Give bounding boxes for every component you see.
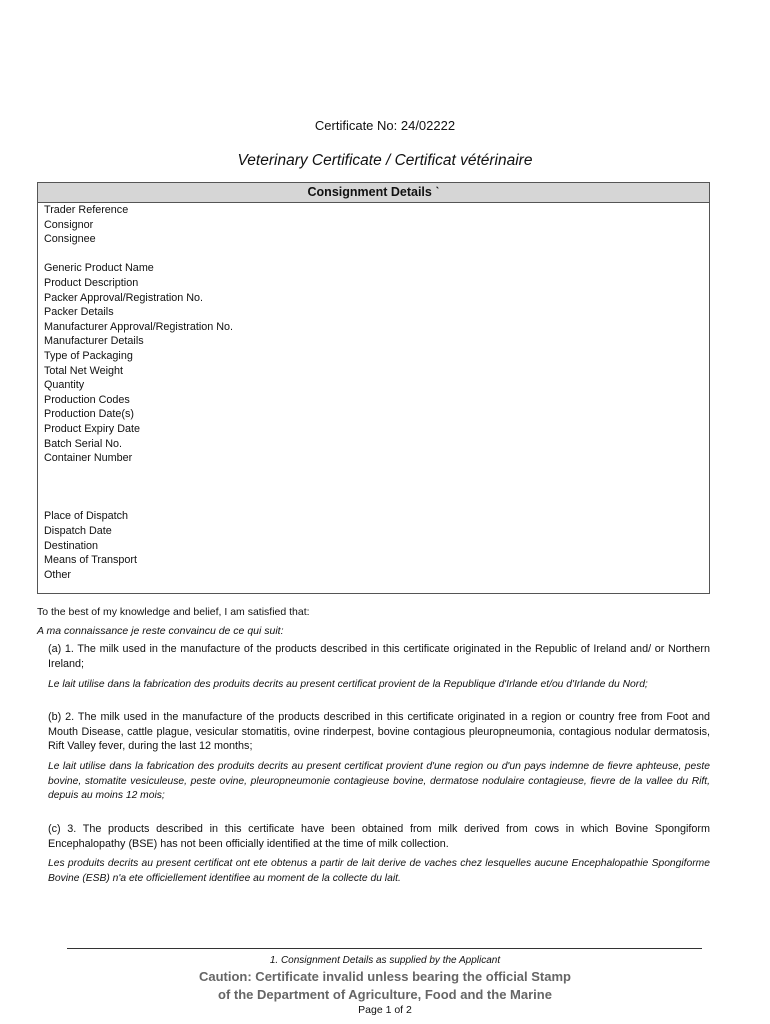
statement-intro-en: To the best of my knowledge and belief, I am satisfied that: (37, 606, 310, 618)
field-label: Generic Product Name (44, 262, 154, 275)
consignment-details-heading: Consignment Details ˋ (38, 183, 709, 203)
statement-intro-fr: A ma connaissance je reste convaincu de ce qui suit: (37, 625, 284, 637)
clause-c-en: (c) 3. The products described in this certificate have been obtained from milk derived from cows in which Bovine Spongiform Encephalopathy (BSE) has not been officially identified at the time of milk collection. (48, 823, 710, 850)
field-label: Packer Approval/Registration No. (44, 291, 204, 304)
clause-a-fr: Le lait utilise dans la fabrication des produits decrits au present certificat provient de la Republique d'Irlande et/ou d'Irlande du Nord; (48, 679, 648, 690)
footnote: 1. Consignment Details as supplied by the Applicant (269, 955, 501, 966)
field-label: Manufacturer Details (44, 335, 144, 348)
field-label: Consignor (44, 218, 94, 231)
certificate-number: Certificate No: 24/02222 (314, 118, 456, 133)
caution-line-1: Caution: Certificate invalid unless bearing the official Stamp (198, 969, 571, 984)
caution-line-2: of the Department of Agriculture, Food and the Marine (218, 987, 552, 1002)
field-label: Manufacturer Approval/Registration No. (44, 320, 234, 333)
clause-b-en: (b) 2. The milk used in the manufacture of the products described in this certificate originated in a region or country free from Foot and Mouth Disease, cattle plague, vesicular stomatitis, ovine rinderpest, bovine contagious pleuropneumonia, contagious nodular dermatosis, Rift Valley fever, during the last 12 months; (48, 711, 710, 753)
field-label: Consignee (44, 233, 96, 246)
field-label: Type of Packaging (44, 349, 133, 362)
clause-b-fr: Le lait utilise dans la fabrication des produits decrits au present certificat provient d'une region ou d'un pays indemne de fievre aphteuse, peste bovine, stomatite vesiculeuse, peste ovine, pleuropneumonie contagieuse bovine, dermatose nodulaire contagieuse, fievre de la vallee du Rift, depuis au moins 12 mois; (48, 761, 710, 802)
consignment-fields (44, 203, 233, 582)
footnote-divider (67, 948, 702, 949)
page-number: Page 1 of 2 (358, 1004, 412, 1016)
field-label: Batch Serial No. (44, 437, 123, 450)
field-label: Container Number (44, 452, 133, 465)
field-label: Place of Dispatch (44, 510, 129, 523)
field-label: Destination (44, 539, 99, 552)
field-label: Product Expiry Date (44, 422, 141, 435)
field-label: Packer Details (44, 306, 114, 319)
page-title: Veterinary Certificate / Certificat vétérinaire (237, 152, 533, 169)
field-label: Production Codes (44, 393, 130, 406)
field-label: Dispatch Date (44, 525, 112, 538)
clause-c-fr: Les produits decrits au present certificat ont ete obtenus a partir de lait derive de vaches chez lesquelles aucune Encephalopathie Spongiforme Bovine (ESB) n'a ete officiellement identifiee au moment de la collecte du lait. (48, 858, 710, 884)
field-label: Trader Reference (44, 204, 129, 216)
field-label: Means of Transport (44, 554, 138, 567)
field-label: Other (44, 568, 72, 581)
field-label: Production Date(s) (44, 408, 135, 421)
field-label: Total Net Weight (44, 364, 124, 377)
field-label: Quantity (44, 379, 85, 392)
clause-a-en: (a) 1. The milk used in the manufacture of the products described in this certificate originated in the Republic of Ireland and/ or Northern Ireland; (48, 643, 710, 670)
consignment-details-box (37, 182, 710, 594)
field-label: Product Description (44, 276, 139, 289)
